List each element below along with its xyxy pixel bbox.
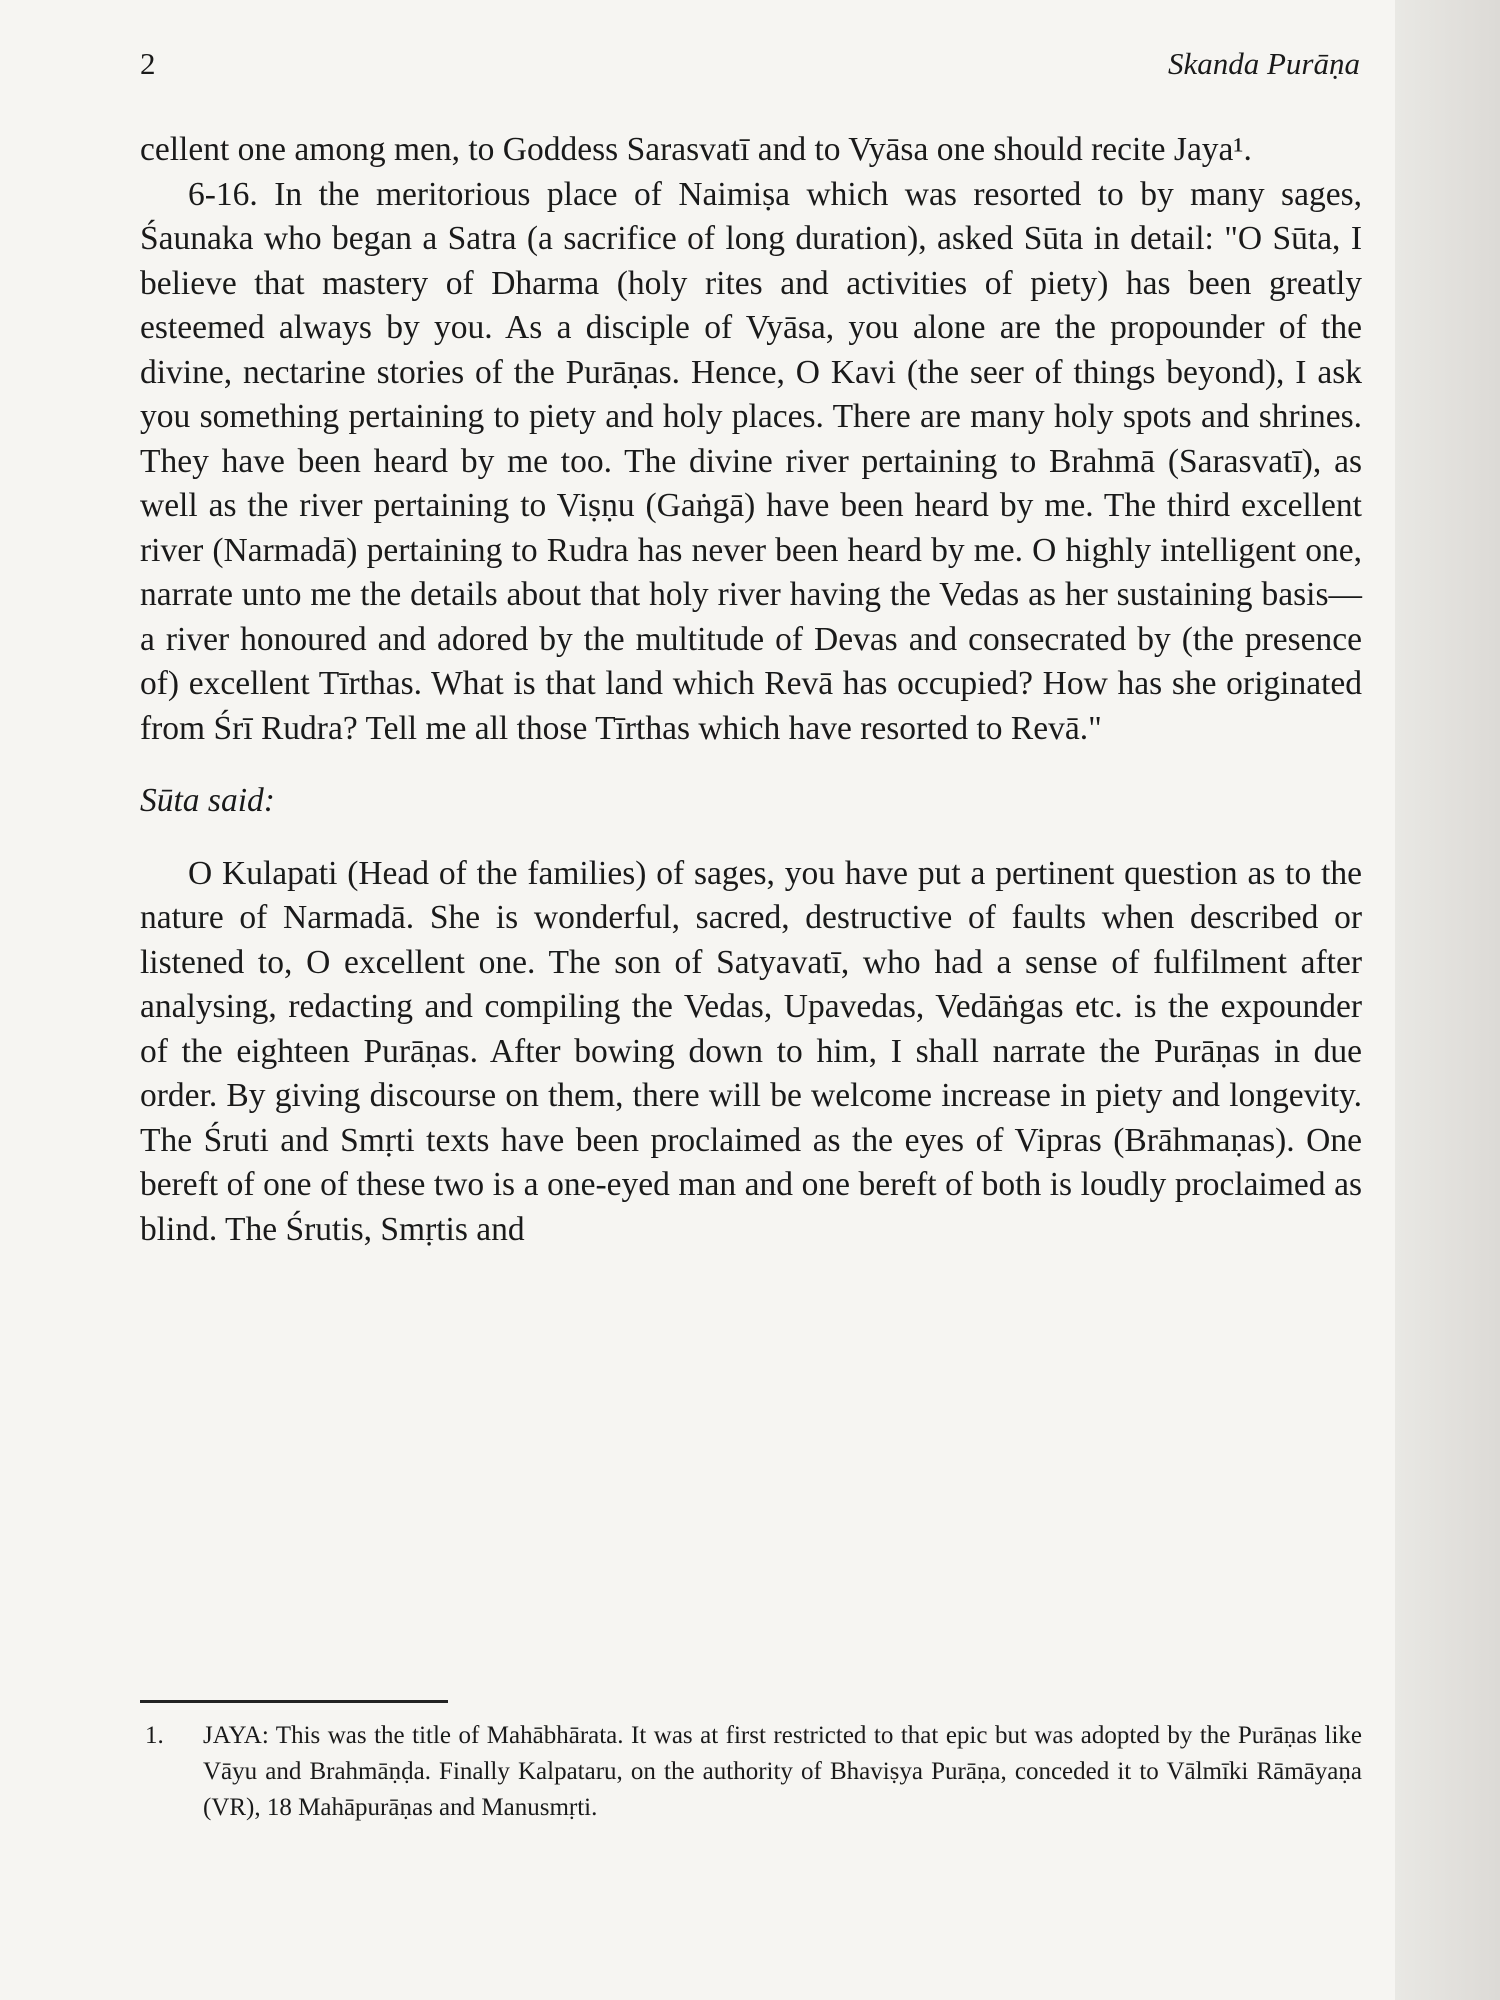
footnote-text: JAYA: This was the title of Mahābhārata. It was at first restricted to that epic but was adopted by the Purāṇas like Vāyu and Brahmāṇḍa. Finally Kalpataru, on the authority of Bhaviṣya Purāṇa, conceded it to Vālmīki Rāmāyaṇa (VR), 18 Mahāpurāṇas and Manusmṛti. — [203, 1722, 1362, 1821]
speaker-heading: Sūta said: — [140, 782, 275, 819]
page-number: 2 — [140, 46, 156, 81]
footnote — [140, 1718, 1362, 1826]
page-edge — [1395, 0, 1500, 2000]
page-header — [140, 46, 1360, 90]
running-head: Skanda Purāṇa — [1167, 46, 1360, 81]
paragraph-verses-6-16: 6-16. In the meritorious place of Naimiṣa which was resorted to by many sages, Śaunaka who began a Satra (a sacrifice of long duration), asked Sūta in detail: "O Sūta, I believe that mastery of Dharma (holy rites and activities of piety) has been greatly esteemed always by you. As a disciple of Vyāsa, you alone are the propounder of the divine, nectarine stories of the Purāṇas. Hence, O Kavi (the seer of things beyond), I ask you something pertaining to piety and holy places. There are many holy spots and shrines. They have been heard by me too. The divine river pertaining to Brahmā (Sarasvatī), as well as the river pertaining to Viṣṇu (Gaṅgā) have been heard by me. The third excellent river (Narmadā) pertaining to Rudra has never been heard by me. O highly intelligent one, narrate unto me the details about that holy river having the Vedas as her sustaining basis—a river honoured and adored by the multitude of Devas and consecrated by (the presence of) excellent Tīrthas. What is that land which Revā has occupied? How has she originated from Śrī Rudra? Tell me all those Tīrthas which have resorted to Revā." — [140, 175, 1362, 747]
footnote-number: 1. — [145, 1722, 164, 1749]
paragraph-suta-reply: O Kulapati (Head of the families) of sages, you have put a pertinent question as to the nature of Narmadā. She is wonderful, sacred, destructive of faults when described or listened to, O excellent one. The son of Satyavatī, who had a sense of fulfilment after analysing, redacting and compiling the Vedas, Upavedas, Vedāṅgas etc. is the expounder of the eighteen Purāṇas. After bowing down to him, I shall narrate the Purāṇas in due order. By giving discourse on them, there will be welcome increase in piety and longevity. The Śruti and Smṛti texts have been proclaimed as the eyes of Vipras (Brāhmaṇas). One bereft of one of these two is a one-eyed man and one bereft of both is loudly proclaimed as blind. The Śrutis, Smṛtis and — [140, 854, 1362, 1248]
paragraph-continuation: cellent one among men, to Goddess Sarasvatī and to Vyāsa one should recite Jaya¹. — [140, 131, 1252, 168]
body-text — [140, 128, 1362, 1252]
footnote-rule — [140, 1700, 448, 1703]
